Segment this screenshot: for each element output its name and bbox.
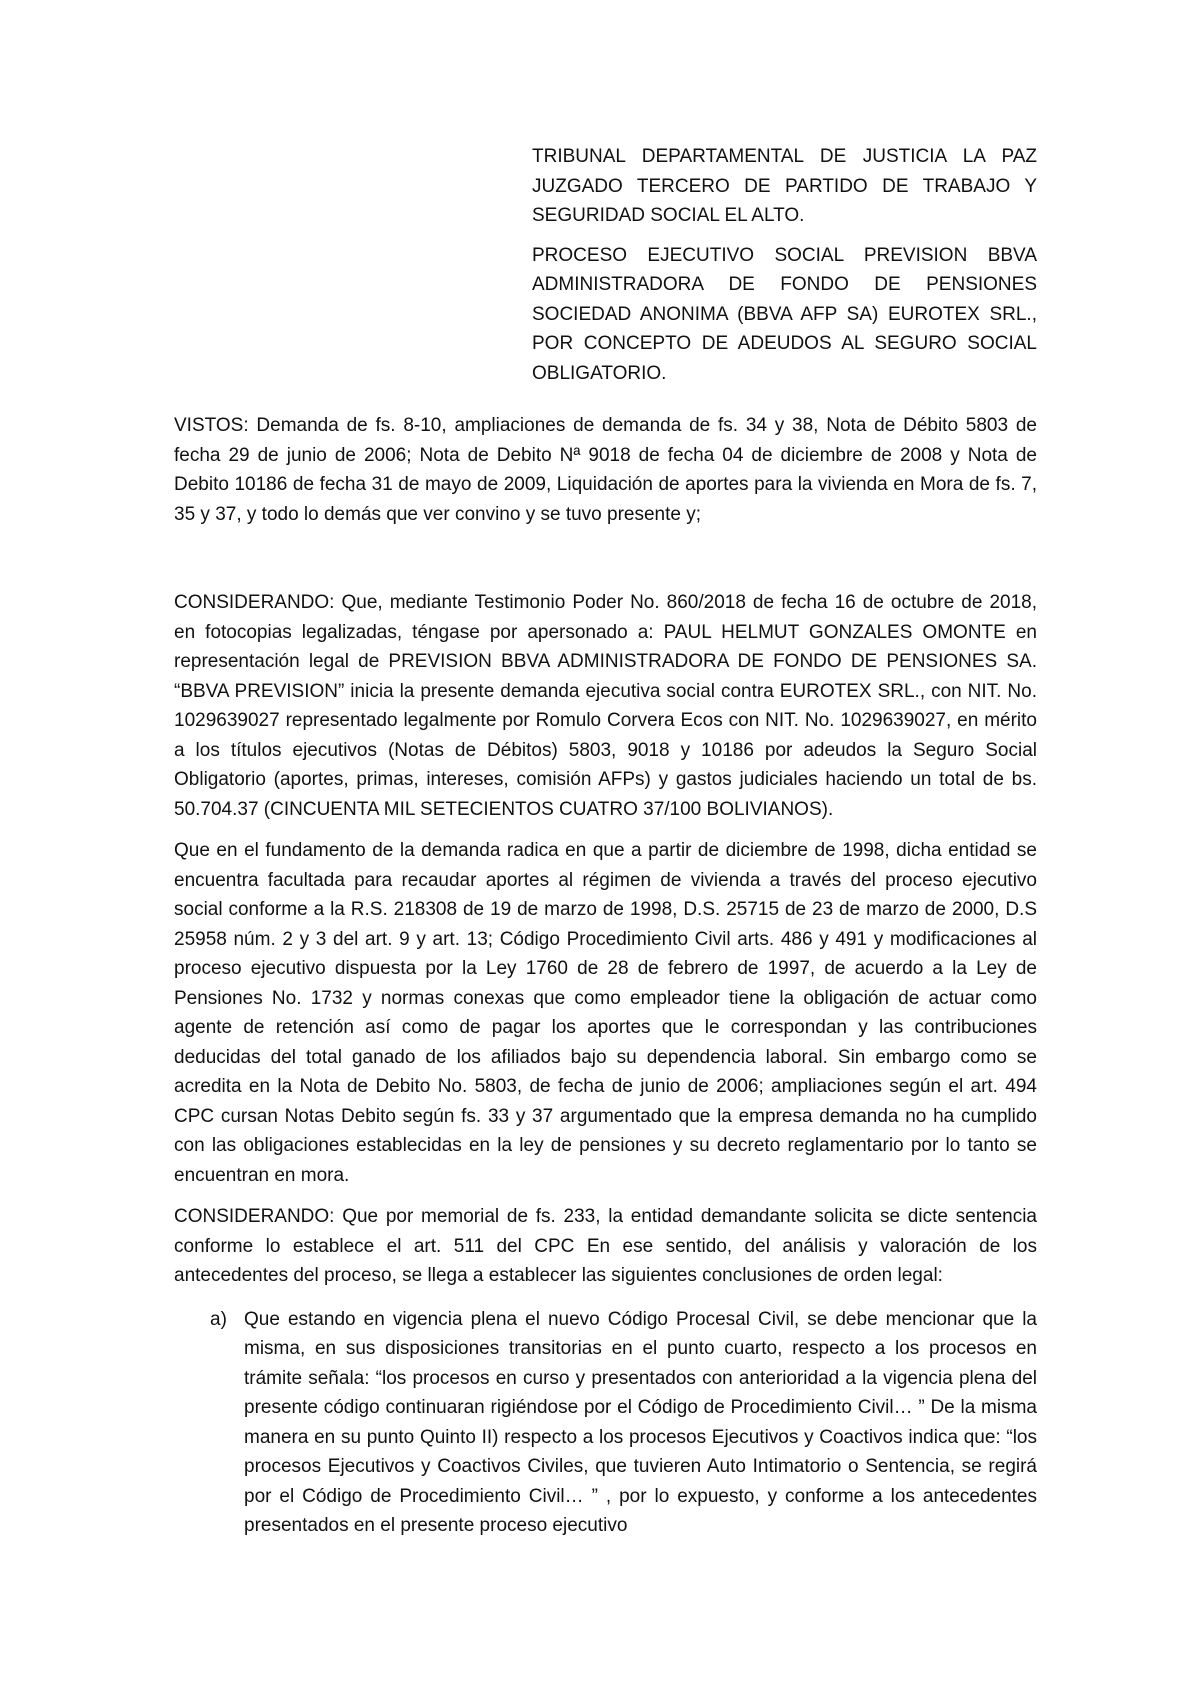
- considerando-paragraph-1: CONSIDERANDO: Que, mediante Testimonio Poder No. 860/2018 de fecha 16 de octubre de 2018, en fotocopias legalizadas, téngase por apersonado a: PAUL HELMUT GONZALES OMONTE en representación legal de PREVISION BBVA ADMINISTRADORA DE FONDO DE PENSIONES SA. “BBVA PREVISION” inicia la presente demanda ejecutiva social contra EUROTEX SRL., con NIT. No. 1029639027 representado legalmente por Romulo Corvera Ecos con NIT. No. 1029639027, en mérito a los títulos ejecutivos (Notas de Débitos) 5803, 9018 y 10186 por adeudos la Seguro Social Obligatorio (aportes, primas, intereses, comisión AFPs) y gastos judiciales haciendo un total de bs. 50.704.37 (CINCUENTA MIL SETECIENTOS CUATRO 37/100 BOLIVIANOS).: [174, 592, 1037, 820]
- list-item: [174, 1305, 1037, 1541]
- considerando-paragraph-2: CONSIDERANDO: Que por memorial de fs. 233, la entidad demandante solicita se dicte sentencia conforme lo establece el art. 511 del CPC En ese sentido, del análisis y valoración de los antecedentes del proceso, se llega a establecer las siguientes conclusiones de orden legal:: [174, 1206, 1037, 1286]
- vistos-paragraph: VISTOS: Demanda de fs. 8-10, ampliaciones de demanda de fs. 34 y 38, Nota de Débito 5803 de fecha 29 de junio de 2006; Nota de Debito Nª 9018 de fecha 04 de diciembre de 2008 y Nota de Debito 10186 de fecha 31 de mayo de 2009, Liquidación de aportes para la vivienda en Mora de fs. 7, 35 y 37, y todo lo demás que ver convino y se tuvo presente y;: [174, 415, 1037, 525]
- list-marker: a): [210, 1308, 227, 1330]
- paragraph-spacer: [174, 541, 1037, 588]
- case-title: PROCESO EJECUTIVO SOCIAL PREVISION BBVA ADMINISTRADORA DE FONDO DE PENSIONES SOCIEDAD ANONIMA (BBVA AFP SA) EUROTEX SRL., POR CONCEPTO DE ADEUDOS AL SEGURO SOCIAL OBLIGATORIO.: [532, 244, 1037, 384]
- case-header: [532, 142, 1037, 398]
- fundamento-paragraph: Que en el fundamento de la demanda radica en que a partir de diciembre de 1998, dicha entidad se encuentra facultada para recaudar aportes al régimen de vivienda a través del proceso ejecutivo social conforme a la R.S. 218308 de 19 de marzo de 1998, D.S. 25715 de 23 de marzo de 2000, D.S 25958 núm. 2 y 3 del art. 9 y art. 13; Código Procedimiento Civil arts. 486 y 491 y modificaciones al proceso ejecutivo dispuesta por la Ley 1760 de 28 de febrero de 1997, de acuerdo a la Ley de Pensiones No. 1732 y normas conexas que como empleador tiene la obligación de actuar como agente de retención así como de pagar los aportes que le correspondan y las contribuciones deducidas del total ganado de los afiliados bajo su dependencia laboral. Sin embargo como se acredita en la Nota de Debito No. 5803, de fecha de junio de 2006; ampliaciones según el art. 494 CPC cursan Notas Debito según fs. 33 y 37 argumentado que la empresa demanda no ha cumplido con las obligaciones establecidas en la ley de pensiones y su decreto reglamentario por lo tanto se encuentran en mora.: [174, 840, 1037, 1186]
- resolution-body: [174, 411, 1037, 1541]
- list-item-text: Que estando en vigencia plena el nuevo Código Procesal Civil, se debe mencionar que la misma, en sus disposiciones transitorias en el punto cuarto, respecto a los procesos en trámite señala: “los procesos en curso y presentados con anterioridad a la vigencia plena del presente código continuaran rigiéndose por el Código de Procedimiento Civil… ” De la misma manera en su punto Quinto II) respecto a los procesos Ejecutivos y Coactivos indica que: “los procesos Ejecutivos y Coactivos Civiles, que tuvieren Auto Intimatorio o Sentencia, se regirá por el Código de Procedimiento Civil… ” , por lo expuesto, y conforme a los antecedentes presentados en el presente proceso ejecutivo: [244, 1308, 1037, 1536]
- court-heading: TRIBUNAL DEPARTAMENTAL DE JUSTICIA LA PAZ JUZGADO TERCERO DE PARTIDO DE TRABAJO Y SEGURIDAD SOCIAL EL ALTO.: [532, 146, 1037, 226]
